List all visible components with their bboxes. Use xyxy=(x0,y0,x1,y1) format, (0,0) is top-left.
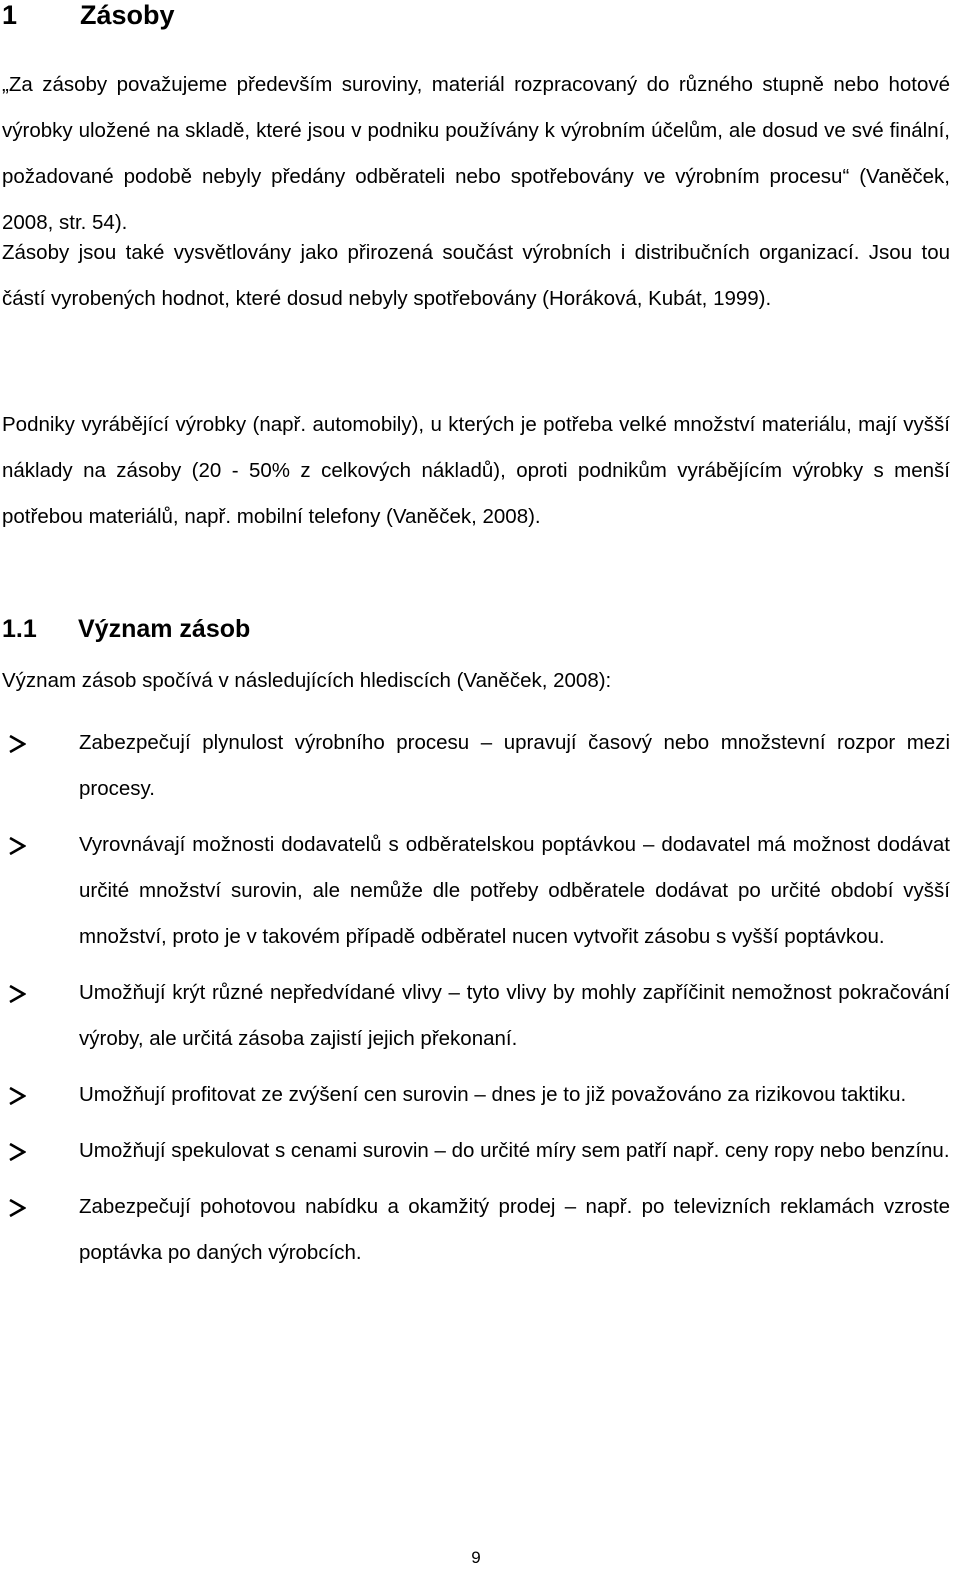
paragraph-companies: Podniky vyrábějící výrobky (např. automobily), u kterých je potřeba velké množství materiálu, mají vyšší náklady na zásoby (20 - 50% z celkových nákladů), oproti podnikům vyrábějícím výrobky s menší potřebou materiálů, např. mobilní telefony (Vaněček, 2008). xyxy=(2,413,950,528)
section-number: 1.1 xyxy=(2,615,37,643)
list-item xyxy=(0,1128,950,1174)
paragraph-definition: „Za zásoby považujeme především suroviny, materiál rozpracovaný do různého stupně nebo hotové výrobky uložené na skladě, které jsou v podniku používány k výrobním účelům, ale dosud ve své finální, požadované podobě nebyly předány odběrateli nebo spotřebovány ve výrobním procesu“ (Vaněček, 2008, str. 54). xyxy=(2,73,950,234)
section-intro: Význam zásob spočívá v následujících hlediscích (Vaněček, 2008): xyxy=(2,669,612,692)
section-heading xyxy=(2,612,250,646)
list-item-text: Zabezpečují pohotovou nabídku a okamžitý prodej – např. po televizních reklamách vzroste poptávka po daných výrobcích. xyxy=(79,1195,950,1264)
list-item xyxy=(0,1072,950,1118)
arrowhead-bullet-icon xyxy=(8,837,26,855)
bullet-list xyxy=(0,720,950,1286)
list-item-text: Umožňují spekulovat s cenami surovin – do určité míry sem patří např. ceny ropy nebo benzínu. xyxy=(79,1139,950,1162)
list-item-text: Vyrovnávají možnosti dodavatelů s odběratelskou poptávkou – dodavatel má možnost dodávat určité množství surovin, ale nemůže dle potřeby odběratele dodávat po určité období vyšší množství, proto je v takovém případě odběratel nucen vytvořit zásobu s vyšší poptávkou. xyxy=(79,833,950,948)
list-item xyxy=(0,822,950,960)
list-item-text: Umožňují krýt různé nepředvídané vlivy – tyto vlivy by mohly zapříčinit nemožnost pokračování výroby, ale určitá zásoba zajistí jejich překonaní. xyxy=(79,981,950,1050)
arrowhead-bullet-icon xyxy=(8,735,26,753)
section-title: Význam zásob xyxy=(78,615,251,643)
list-item xyxy=(0,1184,950,1276)
arrowhead-bullet-icon xyxy=(8,985,26,1003)
paragraph-explanation: Zásoby jsou také vysvětlovány jako přirozená součást výrobních i distribučních organizací. Jsou tou částí vyrobených hodnot, které dosud nebyly spotřebovány (Horáková, Kubát, 1999). xyxy=(2,241,950,310)
arrowhead-bullet-icon xyxy=(8,1087,26,1105)
page-number: 9 xyxy=(471,1548,481,1567)
chapter-number: 1 xyxy=(2,0,18,30)
chapter-heading xyxy=(2,0,175,32)
arrowhead-bullet-icon xyxy=(8,1143,26,1161)
list-item xyxy=(0,720,950,812)
list-item xyxy=(0,970,950,1062)
list-item-text: Umožňují profitovat ze zvýšení cen surovin – dnes je to již považováno za rizikovou taktiku. xyxy=(79,1083,907,1106)
arrowhead-bullet-icon xyxy=(8,1199,26,1217)
chapter-title: Zásoby xyxy=(80,0,175,30)
list-item-text: Zabezpečují plynulost výrobního procesu – upravují časový nebo množstevní rozpor mezi procesy. xyxy=(79,731,950,800)
